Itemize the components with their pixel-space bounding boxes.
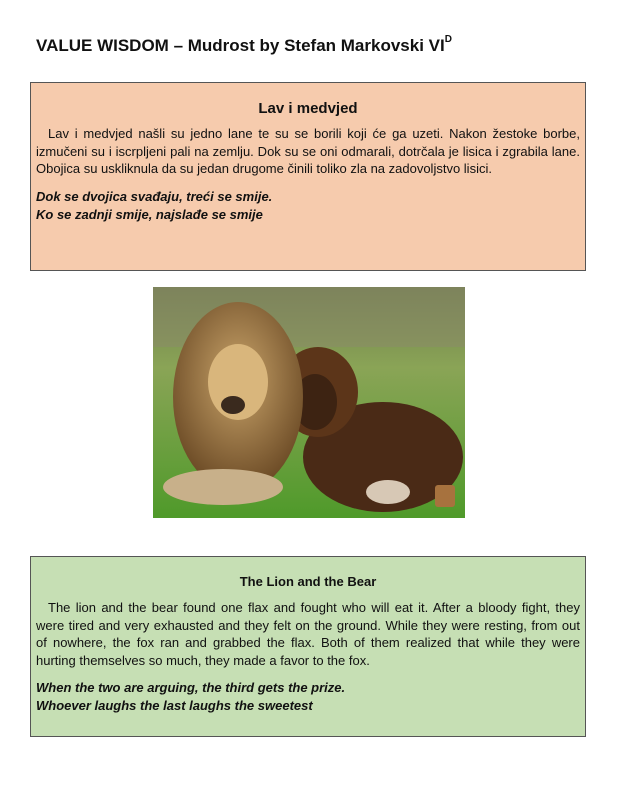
moral-line: Dok se dvojica svađaju, treći se smije. — [36, 188, 273, 204]
moral-line: When the two are arguing, the third gets the prize. — [36, 680, 346, 695]
croatian-moral — [36, 188, 580, 224]
moral-line: Whoever laughs the last laughs the sweetest — [36, 698, 313, 713]
croatian-story-body: Lav i medvjed našli su jedno lane te su se borili koji će ga uzeti. Nakon žestoke borbe, izmučeni su i iscrpljeni pali na zemlju. Dok su se oni odmarali, dotrčala je lisica i zgrabila lane. Obojica su uskliknula da su jedan drugome činili toliko zla na zadovoljstvo lisici. — [36, 126, 580, 176]
title-text: VALUE WISDOM – Mudrost by Stefan Markovski VI — [36, 36, 445, 55]
english-story-heading: The Lion and the Bear — [239, 574, 377, 589]
croatian-story-box — [30, 82, 586, 271]
lion-and-bear-photo — [153, 287, 465, 518]
english-story-box — [30, 556, 586, 737]
page-title — [36, 36, 452, 56]
croatian-story-heading: Lav i medvjed — [258, 100, 358, 117]
english-story-body: The lion and the bear found one flax and fought who will eat it. After a bloody fight, they were tired and very exhausted and they felt on the ground. While they were resting, from out of nowhere, the fox ran and grabbed the flax. Both of them realized that while they were hurting themselves so much, they made a favor to the fox. — [36, 600, 580, 668]
english-moral — [36, 679, 580, 715]
moral-line: Ko se zadnji smije, najslađe se smije — [36, 206, 263, 222]
title-superscript: D — [444, 34, 452, 46]
